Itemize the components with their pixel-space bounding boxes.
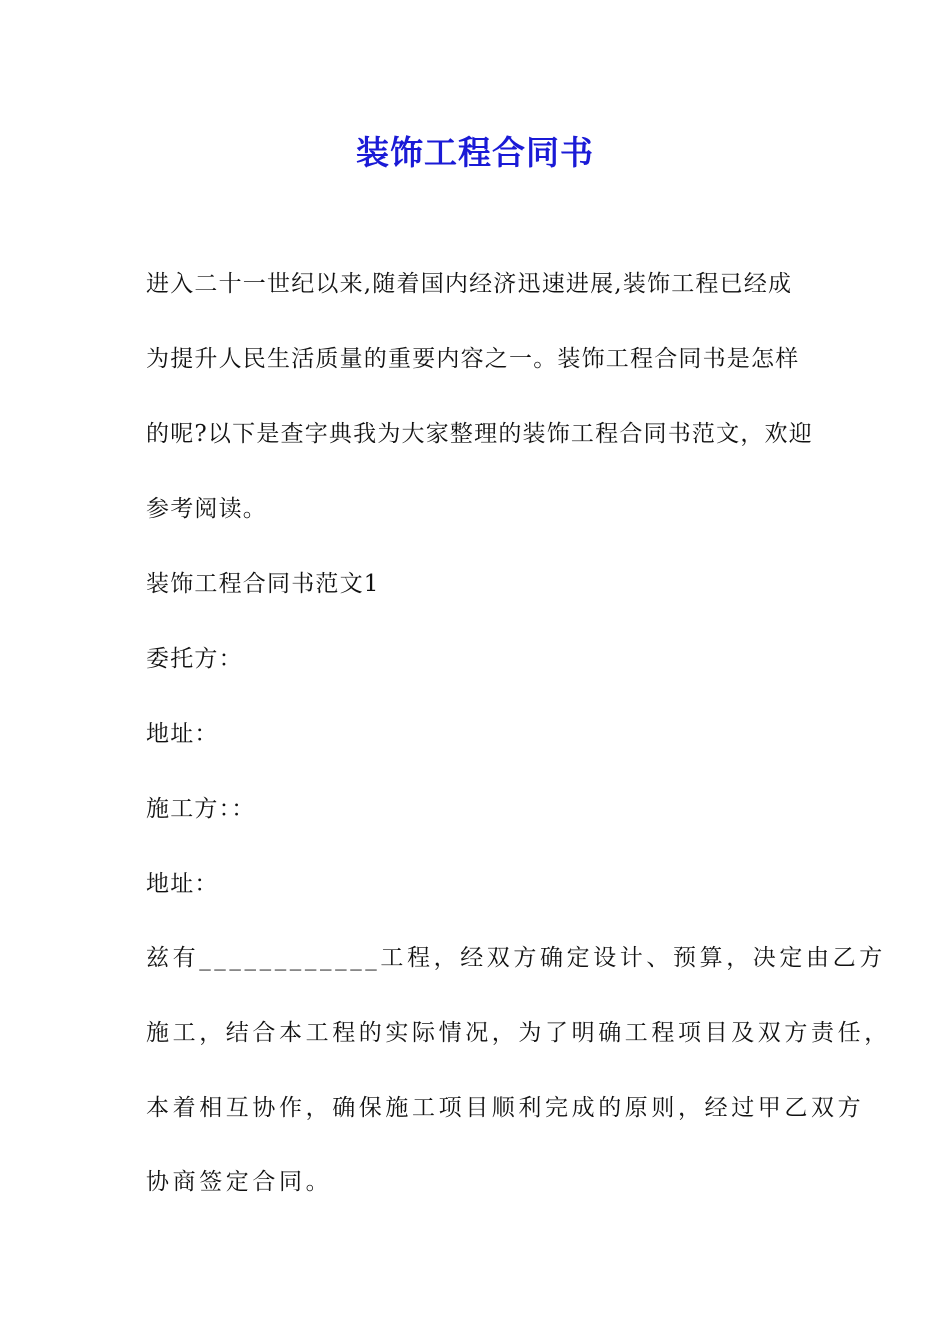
intro-line-4: 参考阅读。 <box>146 496 267 522</box>
intro-line-1: 进入二十一世纪以来,随着国内经济迅速进展,装饰工程已经成 <box>146 271 793 297</box>
client-address-label: 地址： <box>146 721 219 747</box>
section-heading: 装饰工程合同书范文1 <box>146 571 380 597</box>
contractor-address-label: 地址： <box>146 871 219 897</box>
body-line-3: 本着相互协作，确保施工项目顺利完成的原则，经过甲乙双方 <box>146 1095 865 1121</box>
intro-line-2: 为提升人民生活质量的重要内容之一。装饰工程合同书是怎样 <box>146 346 800 372</box>
client-label: 委托方： <box>146 646 243 672</box>
body-line-1: 兹有____________工程，经双方确定设计、预算，决定由乙方 <box>146 945 886 971</box>
contractor-label: 施工方：： <box>146 796 256 822</box>
body-line-2: 施工，结合本工程的实际情况，为了明确工程项目及双方责任， <box>146 1020 891 1046</box>
document-title: 装饰工程合同书 <box>356 133 594 172</box>
body-line-4: 协商签定合同。 <box>146 1169 333 1195</box>
intro-line-3: 的呢?以下是查字典我为大家整理的装饰工程合同书范文，欢迎 <box>146 421 813 447</box>
